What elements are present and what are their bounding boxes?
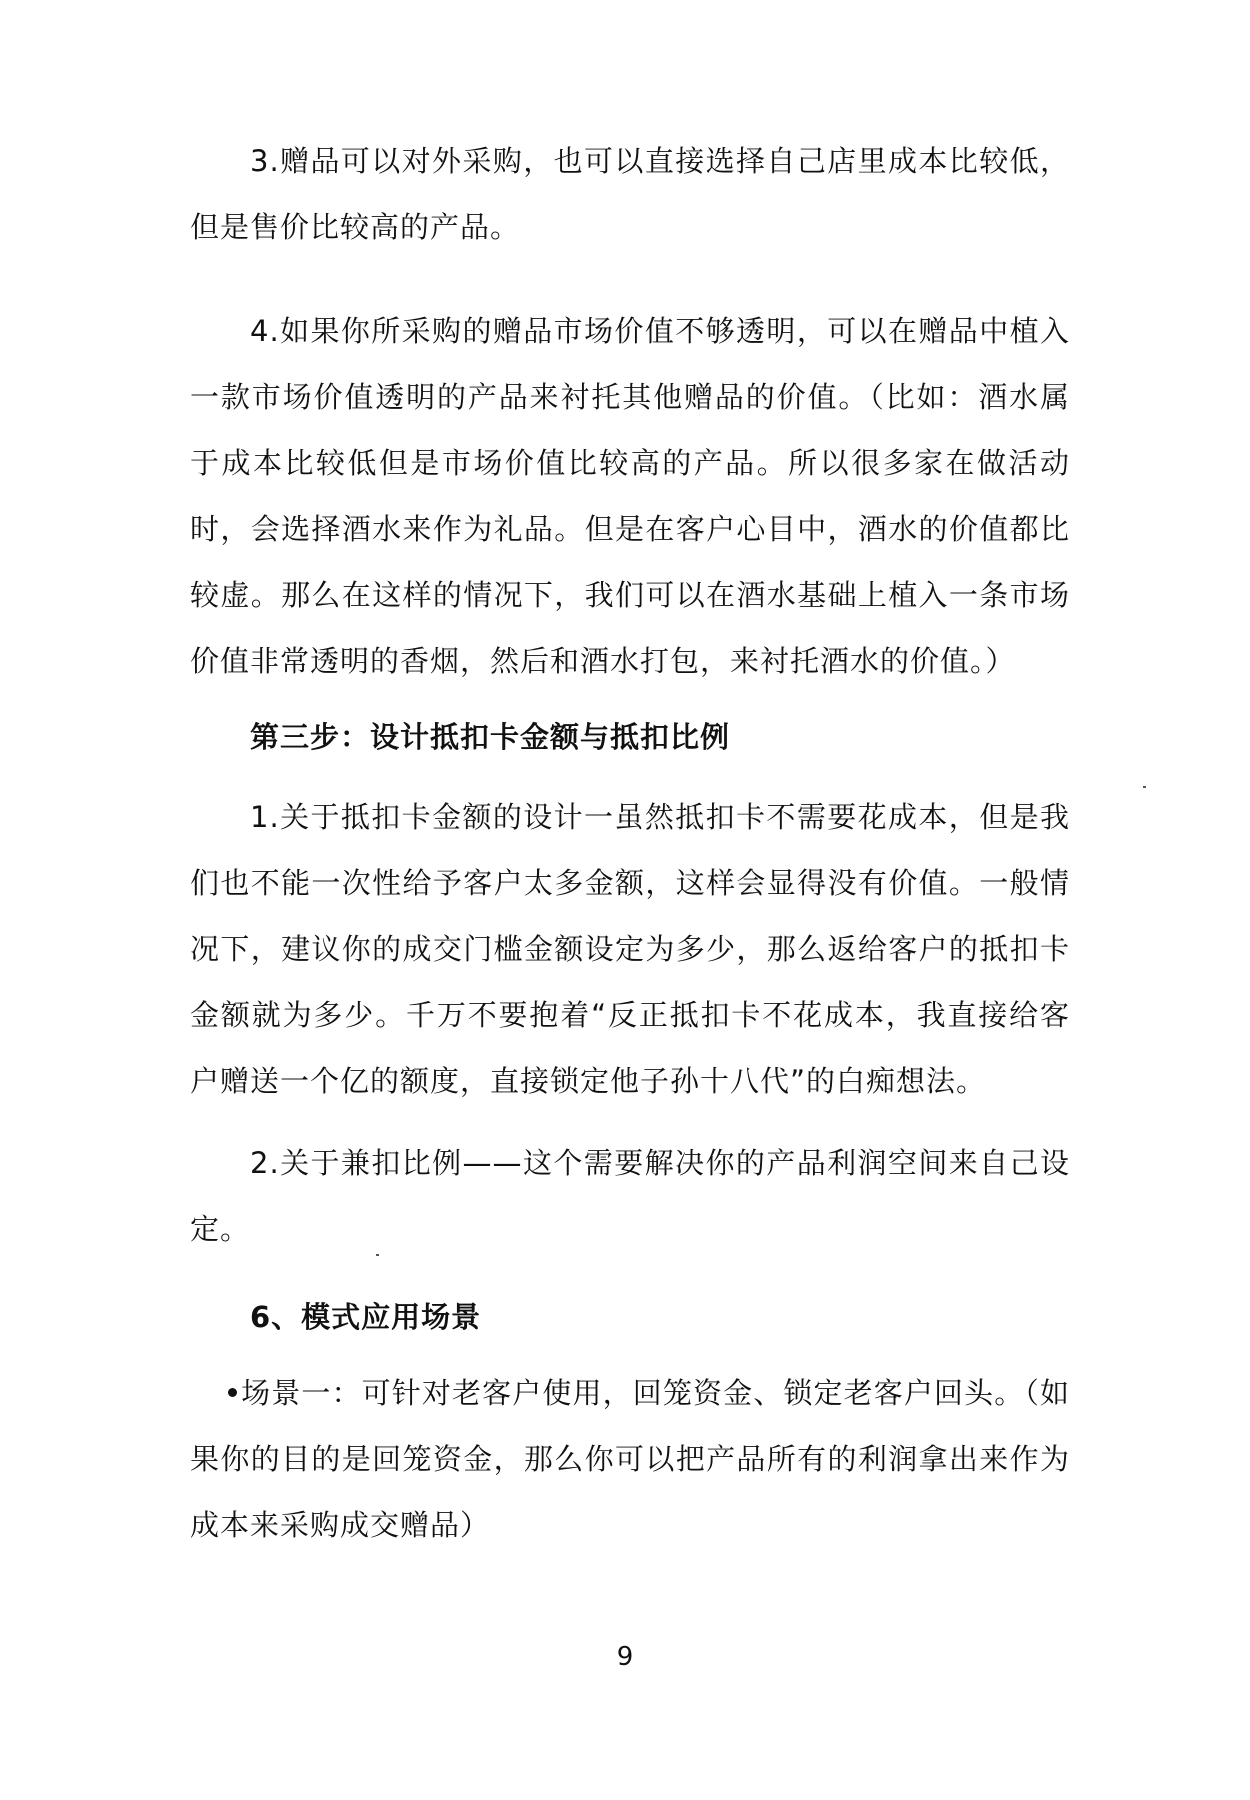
bullet-icon: [228, 1388, 237, 1397]
paragraph-deduction-ratio: 2.关于兼扣比例——这个需要解决你的产品利润空间来自己设定。: [190, 1146, 1070, 1246]
scenario-one-text: 场景一：可针对老客户使用，回笼资金、锁定老客户回头。（如果你的目的是回笼资金，那么你可以把产品所有的利润拿出来作为成本来采购成交赠品）: [190, 1376, 1070, 1542]
scan-speck: [1143, 786, 1146, 788]
paragraph-scenario-one: [190, 1360, 1070, 1558]
paragraph-gift-transparency: 4.如果你所采购的赠品市场价值不够透明，可以在赠品中植入一款市场价值透明的产品来衬托其他赠品的价值。（比如：酒水属于成本比较低但是市场价值比较高的产品。所以很多家在做活动时，会选择酒水来作为礼品。但是在客户心目中，酒水的价值都比较虚。那么在这样的情况下，我们可以在酒水基础上植入一条市场价值非常透明的香烟，然后和酒水打包，来衬托酒水的价值。）: [190, 314, 1070, 678]
section6-heading: 6、模式应用场景: [250, 1300, 482, 1334]
paragraph-card-amount: 1.关于抵扣卡金额的设计一虽然抵扣卡不需要花成本，但是我们也不能一次性给予客户太多金额，这样会显得没有价值。一般情况下，建议你的成交门槛金额设定为多少，那么返给客户的抵扣卡金额就为多少。千万不要抱着“反正抵扣卡不花成本，我直接给客户赠送一个亿的额度，直接锁定他子孙十八代”的白痴想法。: [190, 800, 1070, 1098]
paragraph-gift-purchase: 3.赠品可以对外采购，也可以直接选择自己店里成本比较低，但是售价比较高的产品。: [190, 144, 1070, 244]
page-number: 9: [616, 1642, 634, 1672]
scan-speck: [376, 1254, 379, 1256]
step3-heading: 第三步：设计抵扣卡金额与抵扣比例: [250, 720, 731, 754]
